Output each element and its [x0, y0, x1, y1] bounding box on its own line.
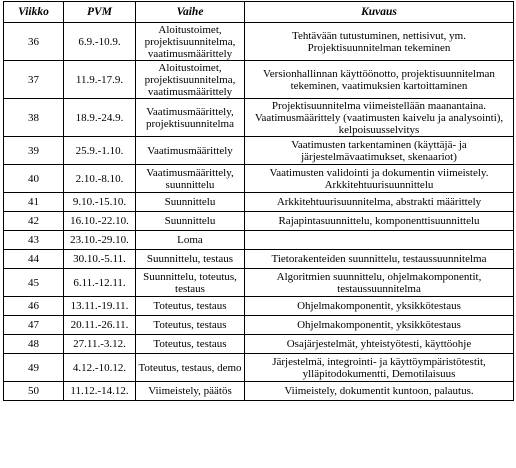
table-row — [4, 297, 514, 316]
week-cell: 37 — [4, 61, 64, 99]
date-cell: 6.11.-12.11. — [64, 269, 136, 297]
header-phase: Vaihe — [136, 2, 245, 23]
phase-cell: Suunnittelu, testaus — [136, 250, 245, 269]
description-cell: Vaatimusten tarkentaminen (käyttäjä- ja järjestelmävaatimukset, skenaariot) — [245, 137, 514, 165]
description-cell: Arkkitehtuurisuunnitelma, abstrakti määrittely — [245, 193, 514, 212]
week-cell: 47 — [4, 316, 64, 335]
week-cell: 42 — [4, 212, 64, 231]
phase-cell: Toteutus, testaus — [136, 297, 245, 316]
date-cell: 16.10.-22.10. — [64, 212, 136, 231]
description-cell: Projektisuunnitelma viimeistellään maanantaina. Vaatimusmäärittely (vaatimusten kaivelu ja analysointi), kelpoisuusselvitys — [245, 99, 514, 137]
phase-cell: Suunnittelu — [136, 212, 245, 231]
week-cell: 50 — [4, 382, 64, 401]
week-cell: 48 — [4, 335, 64, 354]
phase-cell: Viimeistely, päätös — [136, 382, 245, 401]
date-cell: 2.10.-8.10. — [64, 165, 136, 193]
table-row — [4, 99, 514, 137]
phase-cell: Toteutus, testaus — [136, 335, 245, 354]
schedule-table — [3, 1, 514, 401]
description-cell: Algoritmien suunnittelu, ohjelmakomponentit, testaussuunnitelma — [245, 269, 514, 297]
week-cell: 46 — [4, 297, 64, 316]
week-cell: 43 — [4, 231, 64, 250]
week-cell: 40 — [4, 165, 64, 193]
week-cell: 41 — [4, 193, 64, 212]
table-row — [4, 231, 514, 250]
week-cell: 45 — [4, 269, 64, 297]
date-cell: 4.12.-10.12. — [64, 354, 136, 382]
description-cell: Versionhallinnan käyttöönotto, projektisuunnitelman tekeminen, vaatimuksien kartoittaminen — [245, 61, 514, 99]
description-cell: Vaatimusten validointi ja dokumentin viimeistely. Arkkitehtuurisuunnittelu — [245, 165, 514, 193]
phase-cell: Toteutus, testaus — [136, 316, 245, 335]
table-row — [4, 382, 514, 401]
week-cell: 39 — [4, 137, 64, 165]
description-cell: Tehtävään tutustuminen, nettisivut, ym. Projektisuunnitelman tekeminen — [245, 23, 514, 61]
description-cell: Tietorakenteiden suunnittelu, testaussuunnitelma — [245, 250, 514, 269]
date-cell: 27.11.-3.12. — [64, 335, 136, 354]
description-cell: Rajapintasuunnittelu, komponenttisuunnittelu — [245, 212, 514, 231]
table-row — [4, 165, 514, 193]
phase-cell: Aloitustoimet, projektisuunnitelma, vaatimusmäärittely — [136, 61, 245, 99]
phase-cell: Aloitustoimet, projektisuunnitelma, vaatimusmäärittely — [136, 23, 245, 61]
phase-cell: Vaatimusmäärittely — [136, 137, 245, 165]
date-cell: 25.9.-1.10. — [64, 137, 136, 165]
date-cell: 18.9.-24.9. — [64, 99, 136, 137]
date-cell: 20.11.-26.11. — [64, 316, 136, 335]
phase-cell: Suunnittelu, toteutus, testaus — [136, 269, 245, 297]
date-cell: 13.11.-19.11. — [64, 297, 136, 316]
table-row — [4, 269, 514, 297]
phase-cell: Suunnittelu — [136, 193, 245, 212]
header-date: PVM — [64, 2, 136, 23]
phase-cell: Vaatimusmäärittely, projektisuunnitelma — [136, 99, 245, 137]
phase-cell: Toteutus, testaus, demo — [136, 354, 245, 382]
table-row — [4, 354, 514, 382]
table-row — [4, 193, 514, 212]
date-cell: 11.12.-14.12. — [64, 382, 136, 401]
phase-cell: Vaatimusmäärittely, suunnittelu — [136, 165, 245, 193]
description-cell: Ohjelmakomponentit, yksikkötestaus — [245, 297, 514, 316]
table-row — [4, 316, 514, 335]
table-row — [4, 250, 514, 269]
header-description: Kuvaus — [245, 2, 514, 23]
week-cell: 38 — [4, 99, 64, 137]
description-cell: Viimeistely, dokumentit kuntoon, palautus. — [245, 382, 514, 401]
table-row — [4, 335, 514, 354]
date-cell: 9.10.-15.10. — [64, 193, 136, 212]
date-cell: 11.9.-17.9. — [64, 61, 136, 99]
table-row — [4, 23, 514, 61]
table-row — [4, 61, 514, 99]
week-cell: 36 — [4, 23, 64, 61]
table-row — [4, 212, 514, 231]
date-cell: 6.9.-10.9. — [64, 23, 136, 61]
date-cell: 23.10.-29.10. — [64, 231, 136, 250]
table-body — [4, 23, 514, 401]
description-cell — [245, 231, 514, 250]
week-cell: 49 — [4, 354, 64, 382]
phase-cell: Loma — [136, 231, 245, 250]
description-cell: Osajärjestelmät, yhteistyötesti, käyttöohje — [245, 335, 514, 354]
table-row — [4, 137, 514, 165]
week-cell: 44 — [4, 250, 64, 269]
description-cell: Ohjelmakomponentit, yksikkötestaus — [245, 316, 514, 335]
date-cell: 30.10.-5.11. — [64, 250, 136, 269]
header-row — [4, 2, 514, 23]
description-cell: Järjestelmä, integrointi- ja käyttöympäristötestit, ylläpitodokumentti, Demotilaisuus — [245, 354, 514, 382]
header-week: Viikko — [4, 2, 64, 23]
